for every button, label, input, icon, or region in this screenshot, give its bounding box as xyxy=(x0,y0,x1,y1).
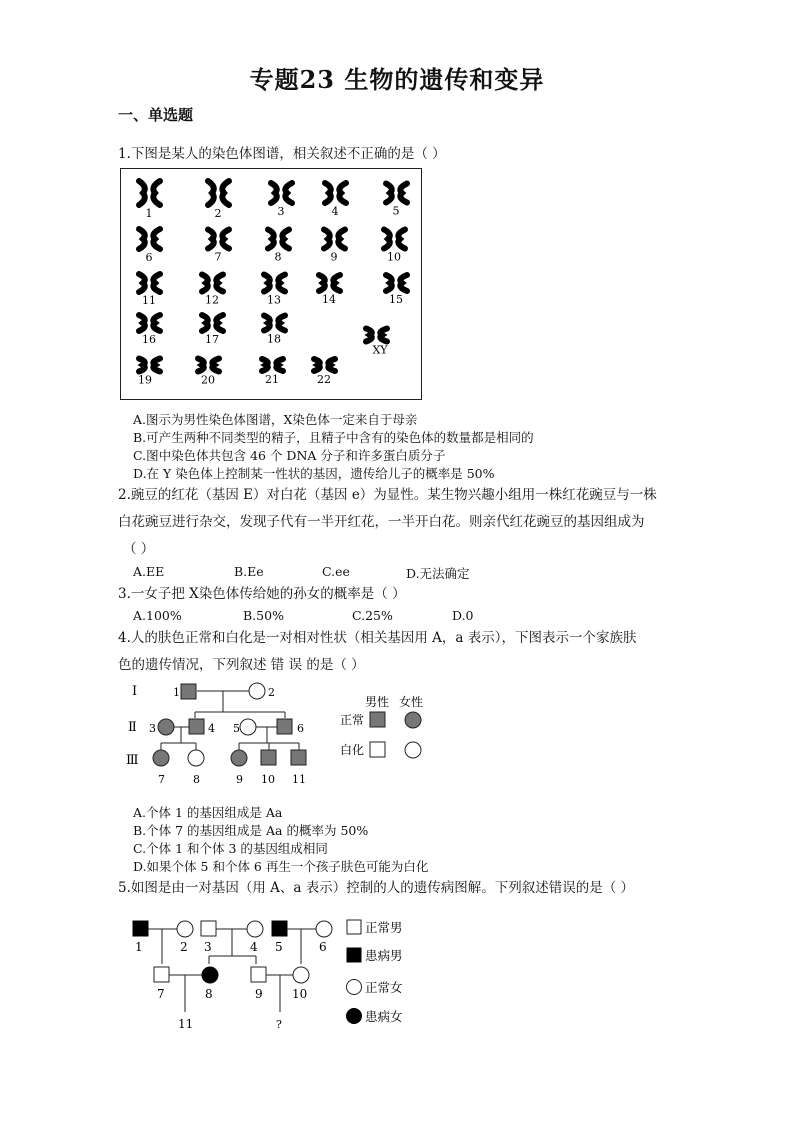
chromosome-pair-1 xyxy=(139,181,160,205)
chromosome-pair-19 xyxy=(366,329,387,342)
pedigree-female-albino-8 xyxy=(188,750,204,766)
chromosome-pair-18 xyxy=(264,316,285,331)
pedigree-male-normal-4 xyxy=(189,719,204,734)
pedigree-label-5: 5 xyxy=(233,722,240,735)
chromosome-pair-22 xyxy=(262,359,283,371)
karyotype-label-11: 11 xyxy=(142,294,156,307)
pedigree-affected-male-5 xyxy=(272,921,287,936)
pedigree-label-10: 10 xyxy=(261,773,275,786)
chromosome-pair-15 xyxy=(386,275,407,291)
pedigree2-label-6: 6 xyxy=(319,940,327,954)
chromosome-pair-6 xyxy=(139,229,160,249)
karyotype-chromosomes xyxy=(121,169,421,399)
question-4-option-a: A.个体 1 的基因组成是 Aa xyxy=(133,805,283,820)
pedigree2-label-11: 11 xyxy=(178,1017,194,1031)
karyotype-label-10: 10 xyxy=(387,250,401,264)
pedigree-normal-female-10 xyxy=(293,967,309,983)
legend-male-albino-icon xyxy=(370,742,385,757)
legend-male-header: 男性 xyxy=(365,695,390,709)
section-heading: 一、单选题 xyxy=(118,106,194,124)
pedigree-normal-female-2 xyxy=(177,921,193,937)
question-1-stem: 1.下图是某人的染色体图谱，相关叙述不正确的是（ ） xyxy=(118,146,446,162)
question-3-option-d: D.0 xyxy=(452,608,474,623)
question-5-stem: 5.如图是由一对基因（用 A、a 表示）控制的人的遗传病图解。下列叙述错误的是（ ） xyxy=(118,880,635,896)
karyotype-label-9: 9 xyxy=(330,250,338,264)
question-1-option-d: D.在 Y 染色体上控制某一性状的基因，遗传给儿子的概率是 50% xyxy=(133,466,495,481)
chromosome-pair-20 xyxy=(139,359,160,372)
question-2-stem-line2: 白花豌豆进行杂交，发现子代有一半开红花，一半开白花。则亲代红花豌豆的基因组成为 xyxy=(118,514,645,530)
pedigree2-label-unknown: ? xyxy=(276,1018,282,1031)
pedigree2-label-8: 8 xyxy=(205,987,213,1001)
legend-female-albino-icon xyxy=(405,742,421,758)
pedigree-label-7: 7 xyxy=(158,773,165,786)
pedigree-label-6: 6 xyxy=(297,722,304,735)
pedigree2-label-5: 5 xyxy=(275,940,283,954)
question-3-option-c: C.25% xyxy=(352,608,393,623)
pedigree2-label-7: 7 xyxy=(157,987,165,1001)
question-2-option-c: C.ee xyxy=(322,564,350,579)
pedigree2-label-9: 9 xyxy=(255,987,263,1001)
question-2-option-b: B.Ee xyxy=(234,564,264,579)
question-4-option-c: C.个体 1 和个体 3 的基因组成相同 xyxy=(133,841,328,856)
karyotype-label-16: 16 xyxy=(142,333,156,346)
pedigree-male-normal-10 xyxy=(261,750,276,765)
karyotype-label-13: 13 xyxy=(267,293,281,307)
question-1-option-b: B.可产生两种不同类型的精子，且精子中含有的染色体的数量都是相同的 xyxy=(133,430,534,445)
question-1-option-a: A.图示为男性染色体图谱，X染色体一定来自于母亲 xyxy=(133,412,418,427)
karyotype-label-21: 20 xyxy=(201,373,215,387)
chromosome-pair-13 xyxy=(264,275,285,292)
karyotype-label-3: 3 xyxy=(277,205,285,218)
karyotype-label-1: 1 xyxy=(145,207,153,220)
chromosome-pair-8 xyxy=(268,230,289,249)
pedigree-normal-female-4 xyxy=(247,921,263,937)
karyotype-label-2: 2 xyxy=(214,207,222,220)
page-title: 专题23 生物的遗传和变异 xyxy=(249,65,545,94)
pedigree-albinism-figure xyxy=(120,676,440,791)
karyotype-label-7: 7 xyxy=(214,250,222,264)
karyotype-label-12: 12 xyxy=(205,293,219,307)
karyotype-label-4: 4 xyxy=(331,205,339,218)
pedigree-female-albino-2 xyxy=(249,683,265,699)
pedigree-label-8: 8 xyxy=(193,773,200,786)
chromosome-pair-9 xyxy=(324,230,345,249)
generation-label-1: Ⅰ xyxy=(132,684,138,699)
karyotype-label-19: XY xyxy=(372,343,388,357)
pedigree-label-2: 2 xyxy=(268,686,275,699)
pedigree-female-normal-9 xyxy=(231,750,247,766)
question-2-stem-line1: 2.豌豆的红花（基因 E）对白花（基因 e）为显性。某生物兴趣小组用一株红花豌豆与一株 xyxy=(118,487,657,503)
generation-label-3: Ⅲ xyxy=(126,753,139,768)
legend-female-header: 女性 xyxy=(399,695,424,709)
chromosome-pair-10 xyxy=(384,230,405,249)
karyotype-label-17: 17 xyxy=(205,333,219,346)
legend-affected-female-icon xyxy=(347,1009,362,1024)
legend-affected-male-label: 患病男 xyxy=(365,948,403,963)
legend-normal-female-icon xyxy=(347,980,362,995)
karyotype-label-6: 6 xyxy=(145,251,153,264)
chromosome-pair-5 xyxy=(386,184,407,203)
question-4-stem-line1: 4.人的肤色正常和白化是一对相对性状（相关基因用 A，a 表示），下图表示一个家族肤 xyxy=(118,630,637,646)
pedigree-affected-male-1 xyxy=(133,921,148,936)
chromosome-pair-17 xyxy=(202,315,223,331)
pedigree-female-normal-3 xyxy=(158,719,174,735)
pedigree2-label-2: 2 xyxy=(180,940,188,954)
pedigree-female-normal-7 xyxy=(153,750,169,766)
pedigree-male-normal-6 xyxy=(277,719,292,734)
legend-normal-male-label: 正常男 xyxy=(365,920,403,935)
legend-affected-male-icon xyxy=(347,948,361,962)
chromosome-pair-16 xyxy=(139,315,160,331)
pedigree-label-3: 3 xyxy=(149,722,156,735)
pedigree-disease-figure xyxy=(125,912,425,1037)
chromosome-pair-14 xyxy=(319,275,340,291)
question-3-stem: 3.一女子把 X染色体传给她的孙女的概率是（ ） xyxy=(118,586,406,602)
pedigree-normal-male-9 xyxy=(251,967,266,982)
legend-albino-label: 白化 xyxy=(340,743,365,757)
legend-normal-male-icon xyxy=(347,920,361,934)
pedigree-normal-female-6 xyxy=(316,921,332,937)
question-2-option-d: D.无法确定 xyxy=(406,566,470,581)
legend-male-normal-icon xyxy=(370,712,385,727)
karyotype-label-18: 18 xyxy=(267,332,281,346)
pedigree-label-9: 9 xyxy=(236,773,243,786)
chromosome-pair-21 xyxy=(198,359,219,372)
pedigree2-label-4: 4 xyxy=(250,940,258,954)
chromosome-pair-11 xyxy=(139,274,160,292)
pedigree-affected-female-8 xyxy=(202,967,218,983)
pedigree-label-11: 11 xyxy=(292,773,306,786)
pedigree-male-normal-11 xyxy=(291,750,306,765)
legend-normal-label: 正常 xyxy=(340,713,365,727)
chromosome-pair-23 xyxy=(314,359,335,371)
chromosome-pair-7 xyxy=(208,230,229,249)
chromosome-pair-2 xyxy=(208,181,229,205)
legend-female-normal-icon xyxy=(405,712,421,728)
karyotype-label-22: 21 xyxy=(265,373,279,386)
chromosome-pair-4 xyxy=(325,183,346,203)
question-2-stem-line3: （ ） xyxy=(123,541,155,557)
question-2-option-a: A.EE xyxy=(133,564,165,579)
karyotype-label-20: 19 xyxy=(138,373,152,387)
pedigree2-label-1: 1 xyxy=(135,940,143,954)
question-3-option-b: B.50% xyxy=(243,608,284,623)
question-4-stem-line2: 色的遗传情况，下列叙述 错 误 的是（ ） xyxy=(118,657,365,673)
legend-normal-female-label: 正常女 xyxy=(365,980,403,995)
generation-label-2: Ⅱ xyxy=(128,720,137,735)
karyotype-figure xyxy=(120,168,422,400)
question-3-option-a: A.100% xyxy=(133,608,182,623)
karyotype-label-14: 14 xyxy=(322,293,336,306)
question-4-option-b: B.个体 7 的基因组成是 Aa 的概率为 50% xyxy=(133,823,369,838)
question-1-option-c: C.图中染色体共包含 46 个 DNA 分子和许多蛋白质分子 xyxy=(133,448,446,463)
pedigree-female-albino-5 xyxy=(240,719,256,735)
pedigree-normal-male-7 xyxy=(154,967,169,982)
pedigree-label-1: 1 xyxy=(173,686,180,699)
karyotype-label-15: 15 xyxy=(389,293,403,306)
pedigree-label-4: 4 xyxy=(208,722,215,735)
chromosome-pair-3 xyxy=(271,183,292,203)
pedigree-male-normal-1 xyxy=(181,684,196,699)
chromosome-pair-12 xyxy=(202,275,223,292)
legend-affected-female-label: 患病女 xyxy=(365,1009,403,1024)
question-4-option-d: D.如果个体 5 和个体 6 再生一个孩子肤色可能为白化 xyxy=(133,859,429,874)
karyotype-label-8: 8 xyxy=(274,250,282,264)
karyotype-label-5: 5 xyxy=(392,204,400,218)
pedigree2-label-3: 3 xyxy=(204,940,212,954)
pedigree-normal-male-3 xyxy=(201,921,216,936)
karyotype-label-23: 22 xyxy=(317,373,331,386)
pedigree2-label-10: 10 xyxy=(292,987,308,1001)
